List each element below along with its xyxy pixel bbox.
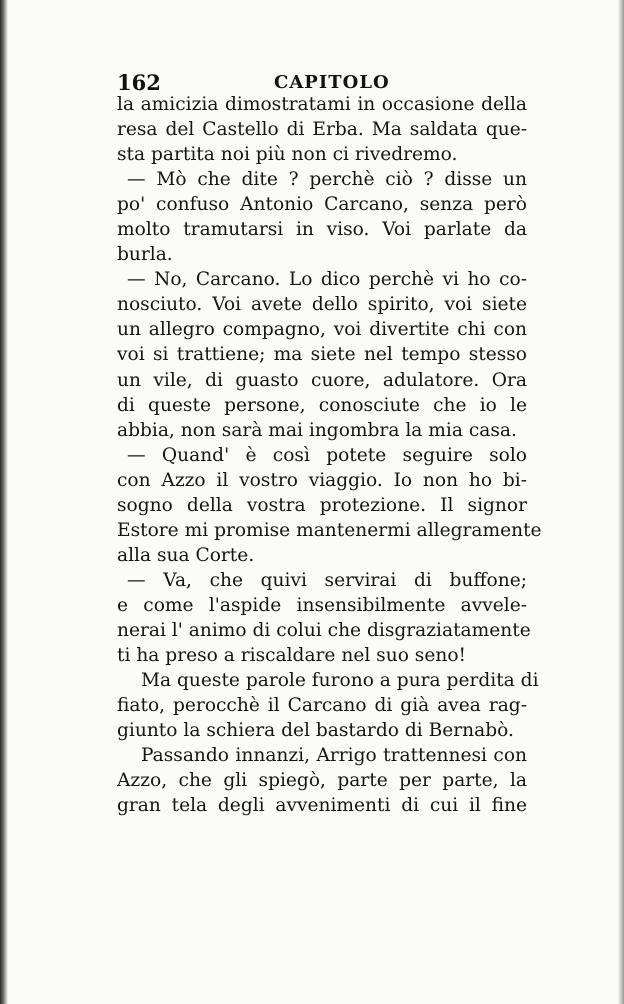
text-line: molto tramutarsi in viso. Voi parlate da bbox=[117, 219, 527, 241]
text-line: la amicizia dimostratami in occasione della bbox=[117, 94, 527, 115]
text-line: giunto la schiera del bastardo di Bernabò. bbox=[117, 720, 514, 742]
text-line: — Mò che dite ? perchè ciò ? disse un bbox=[127, 169, 527, 191]
text-line: Azzo, che gli spiegò, parte per parte, la bbox=[117, 770, 527, 792]
page-number: 162 bbox=[117, 70, 161, 95]
text-line: fiato, perocchè il Carcano di già avea rag- bbox=[117, 695, 527, 717]
text-line: po' confuso Antonio Carcano, senza però bbox=[117, 194, 527, 216]
text-line: Estore mi promise mantenermi allegramente bbox=[117, 519, 542, 541]
text-line: sta partita noi più non ci rivedremo. bbox=[117, 144, 458, 166]
text-line: — No, Carcano. Lo dico perchè vi ho co- bbox=[127, 269, 527, 291]
text-line: abbia, non sarà mai ingombra la mia casa. bbox=[117, 419, 517, 441]
chapter-title: CAPITOLO bbox=[274, 72, 390, 93]
text-line: nosciuto. Voi avete dello spirito, voi siete bbox=[117, 294, 527, 316]
page-left-edge-shadow bbox=[0, 0, 8, 1004]
text-line: — Quand' è così potete seguire solo bbox=[127, 444, 527, 466]
text-line: ti ha preso a riscaldare nel suo seno! bbox=[117, 645, 466, 667]
text-line: nerai l' animo di colui che disgraziatamente bbox=[117, 619, 531, 641]
text-line: sogno della vostra protezione. Il signor bbox=[117, 494, 527, 516]
text-line: un vile, di guasto cuore, adulatore. Ora bbox=[117, 369, 527, 391]
text-line: di queste persone, conosciute che io le bbox=[117, 394, 527, 416]
text-line: Passando innanzi, Arrigo trattennesi con bbox=[141, 745, 527, 767]
text-line: — Va, che quivi servirai di buffone; bbox=[127, 569, 527, 591]
text-line: resa del Castello di Erba. Ma saldata que- bbox=[117, 119, 527, 141]
text-line: burla. bbox=[117, 244, 173, 266]
body-text bbox=[117, 92, 542, 818]
text-line: un allegro compagno, voi divertite chi con bbox=[117, 319, 527, 341]
text-line: Ma queste parole furono a pura perdita di bbox=[141, 670, 539, 692]
text-line: e come l'aspide insensibilmente avvele- bbox=[117, 594, 527, 616]
page-right-edge-shadow bbox=[618, 0, 624, 1004]
text-line: voi si trattiene; ma siete nel tempo stesso bbox=[117, 344, 527, 366]
text-line: con Azzo il vostro viaggio. Io non ho bi- bbox=[117, 469, 527, 491]
text-line: alla sua Corte. bbox=[117, 544, 255, 566]
text-line: gran tela degli avvenimenti di cui il fine bbox=[117, 795, 527, 817]
